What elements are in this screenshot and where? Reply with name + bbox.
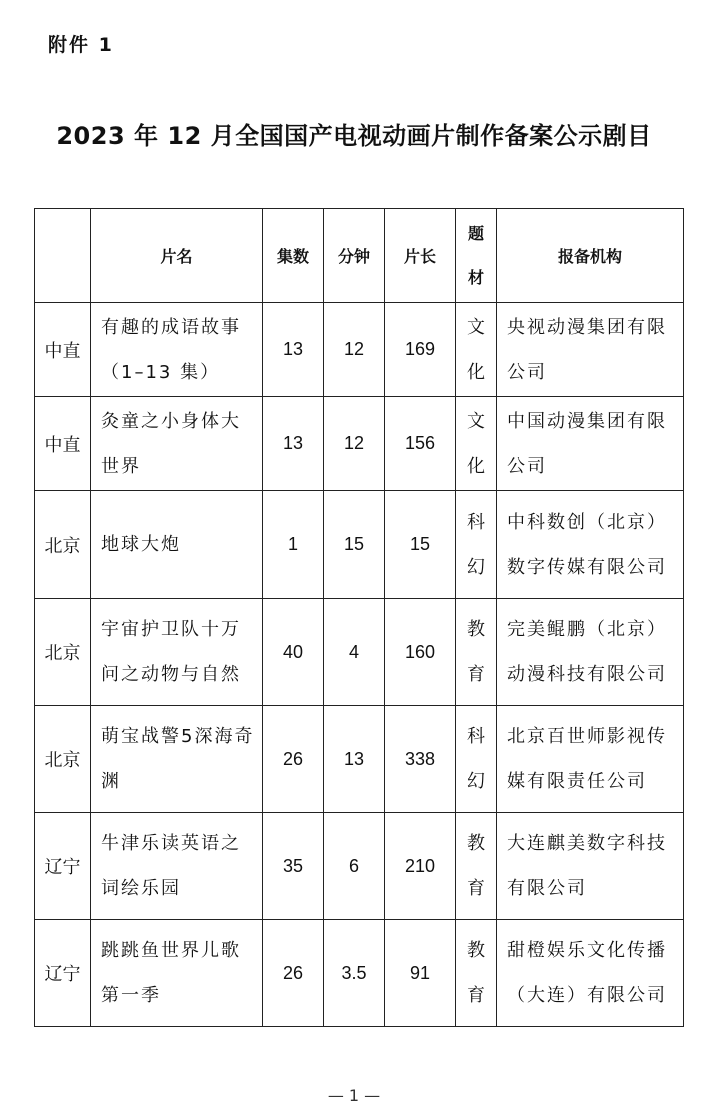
cell-episodes: 35 [263, 813, 324, 920]
cell-org: 中科数创（北京）数字传媒有限公司 [497, 491, 684, 599]
header-org: 报备机构 [497, 209, 684, 303]
cell-region: 北京 [35, 706, 91, 813]
header-name: 片名 [91, 209, 263, 303]
cell-region: 北京 [35, 491, 91, 599]
cell-theme-line2: 化 [467, 361, 485, 383]
cell-theme-line1: 教 [467, 940, 485, 961]
header-theme [456, 209, 497, 303]
header-minutes: 分钟 [324, 209, 385, 303]
cell-length: 91 [385, 920, 456, 1027]
cell-org: 中国动漫集团有限公司 [497, 397, 684, 491]
table-row [35, 920, 684, 1027]
table-row [35, 599, 684, 706]
cell-theme [456, 491, 497, 599]
cell-episodes: 13 [263, 397, 324, 491]
header-length: 片长 [385, 209, 456, 303]
cell-theme-line2: 育 [467, 985, 485, 1006]
table-header-row [35, 209, 684, 303]
cell-theme-line2: 育 [467, 664, 485, 685]
cell-minutes: 3.5 [324, 920, 385, 1027]
attachment-label: 附件 1 [48, 34, 114, 56]
cell-minutes: 12 [324, 303, 385, 397]
header-region [35, 209, 91, 303]
table-row [35, 397, 684, 491]
document-title: 2023 年 12 月全国国产电视动画片制作备案公示剧目 [56, 122, 652, 150]
cell-theme [456, 706, 497, 813]
cell-minutes: 6 [324, 813, 385, 920]
cell-theme [456, 397, 497, 491]
cell-region: 北京 [35, 599, 91, 706]
cell-name: 牛津乐读英语之词绘乐园 [91, 813, 263, 920]
cell-length: 156 [385, 397, 456, 491]
cell-theme-line1: 教 [467, 619, 485, 640]
cell-minutes: 15 [324, 491, 385, 599]
cell-length: 169 [385, 303, 456, 397]
cell-org: 北京百世师影视传媒有限责任公司 [497, 706, 684, 813]
cell-length: 160 [385, 599, 456, 706]
cell-theme-line2: 幻 [467, 771, 485, 792]
cell-org: 大连麒美数字科技有限公司 [497, 813, 684, 920]
table-row [35, 706, 684, 813]
cell-org: 甜橙娱乐文化传播（大连）有限公司 [497, 920, 684, 1027]
cell-theme [456, 599, 497, 706]
cell-episodes: 13 [263, 303, 324, 397]
cell-length: 15 [385, 491, 456, 599]
cell-org: 完美鲲鹏（北京）动漫科技有限公司 [497, 599, 684, 706]
header-episodes: 集数 [263, 209, 324, 303]
cell-name: 宇宙护卫队十万问之动物与自然 [91, 599, 263, 706]
cell-region: 中直 [35, 397, 91, 491]
cell-theme-line1: 科 [467, 511, 485, 533]
cell-theme [456, 303, 497, 397]
cell-theme-line2: 幻 [467, 556, 485, 578]
cell-theme-line1: 科 [467, 726, 485, 747]
cell-region: 辽宁 [35, 920, 91, 1027]
cell-region: 中直 [35, 303, 91, 397]
cell-name: 灸童之小身体大世界 [91, 397, 263, 491]
table-row [35, 813, 684, 920]
cell-theme-line1: 文 [467, 410, 485, 432]
cell-theme-line1: 教 [467, 833, 485, 854]
filing-table [34, 208, 684, 1027]
cell-episodes: 40 [263, 599, 324, 706]
table-row [35, 491, 684, 599]
cell-name: 地球大炮 [91, 491, 263, 599]
cell-org: 央视动漫集团有限公司 [497, 303, 684, 397]
cell-theme [456, 920, 497, 1027]
cell-theme [456, 813, 497, 920]
cell-theme-line1: 文 [467, 316, 485, 338]
page-number: — 1 — [327, 1086, 381, 1105]
cell-length: 338 [385, 706, 456, 813]
cell-length: 210 [385, 813, 456, 920]
cell-minutes: 12 [324, 397, 385, 491]
cell-episodes: 26 [263, 920, 324, 1027]
cell-region: 辽宁 [35, 813, 91, 920]
cell-theme-line2: 育 [467, 878, 485, 899]
cell-minutes: 4 [324, 599, 385, 706]
table-row [35, 303, 684, 397]
cell-minutes: 13 [324, 706, 385, 813]
header-theme-line1: 题 [467, 223, 484, 243]
cell-episodes: 26 [263, 706, 324, 813]
cell-name: 有趣的成语故事（1–13 集） [91, 303, 263, 397]
header-theme-line2: 材 [467, 267, 484, 287]
cell-episodes: 1 [263, 491, 324, 599]
cell-theme-line2: 化 [467, 455, 485, 477]
cell-name: 跳跳鱼世界儿歌第一季 [91, 920, 263, 1027]
cell-name: 萌宝战警5深海奇渊 [91, 706, 263, 813]
